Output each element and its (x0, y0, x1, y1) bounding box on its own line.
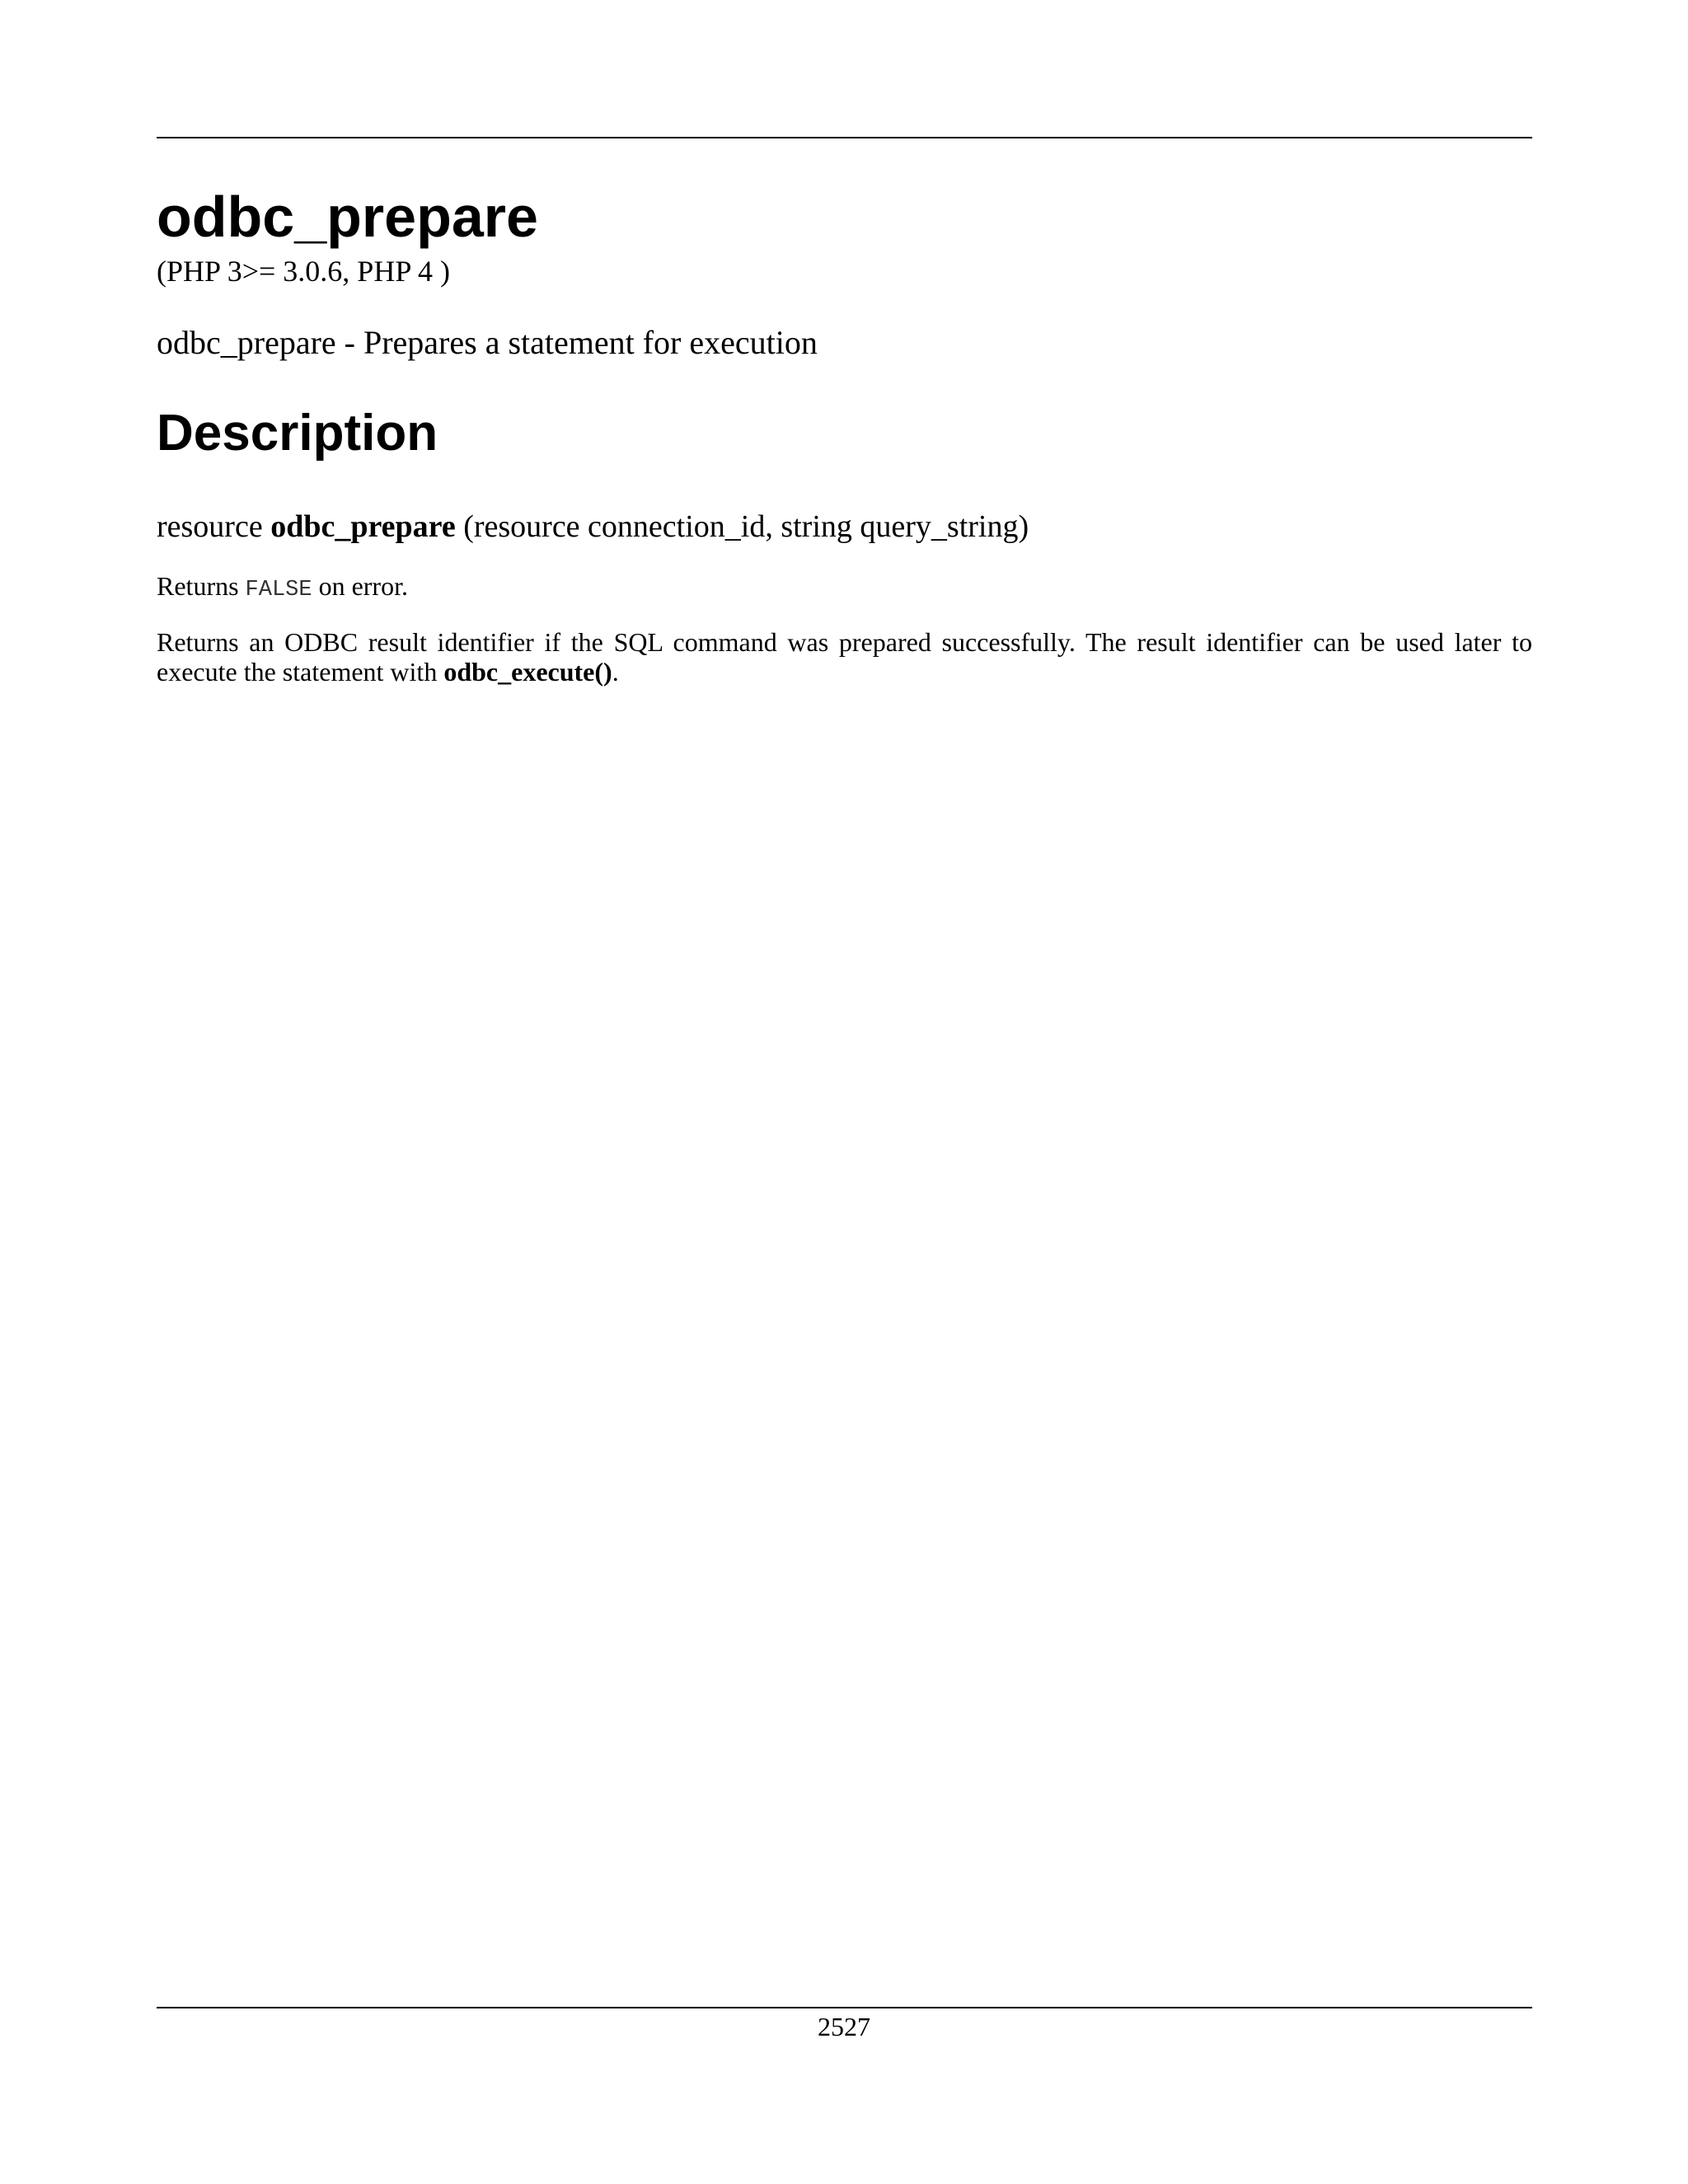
false-constant: FALSE (245, 578, 312, 602)
description-heading: Description (157, 405, 438, 462)
function-params: (resource connection_id, string query_string) (463, 509, 1029, 544)
function-name: odbc_prepare (270, 509, 456, 544)
para2-end: . (612, 656, 619, 687)
return-false-paragraph (157, 570, 408, 603)
para1-suffix: on error. (318, 571, 408, 601)
header-rule (157, 137, 1532, 138)
page-number: 2527 (818, 2012, 870, 2041)
return-value-paragraph (157, 628, 1532, 687)
function-purpose: odbc_prepare - Prepares a statement for execution (157, 324, 818, 361)
footer-rule (157, 2007, 1532, 2008)
php-versions: (PHP 3>= 3.0.6, PHP 4 ) (157, 255, 450, 288)
odbc-execute-reference: odbc_execute() (443, 656, 612, 687)
para2-text: Returns an ODBC result identifier if the SQL command was prepared successfully. The result identifier can be used later to execute the statement with (157, 627, 1532, 687)
function-synopsis (157, 509, 1029, 546)
page-title: odbc_prepare (157, 185, 538, 249)
para1-prefix: Returns (157, 571, 239, 601)
return-type: resource (157, 509, 263, 544)
